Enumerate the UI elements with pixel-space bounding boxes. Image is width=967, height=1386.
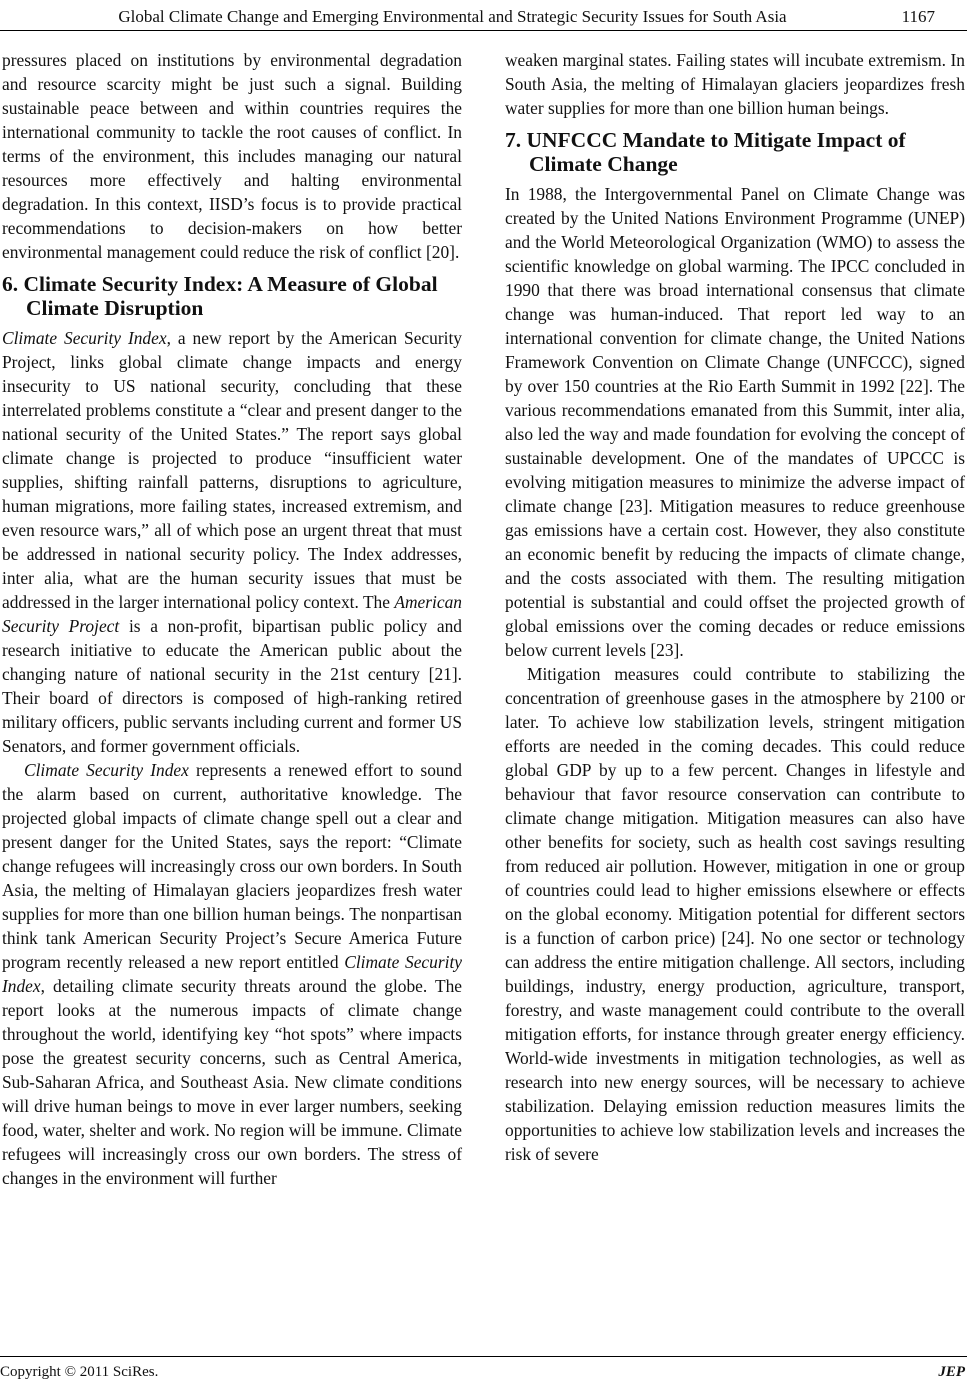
section-6-paragraph-2 [2, 758, 462, 1190]
right-column [505, 48, 965, 1166]
section-7-paragraph-2: Mitigation measures could contribute to stabilizing the concentration of greenhouse gases in the atmosphere by 2100 or later. To achieve low stabilization levels, stringent mitigation efforts are needed in the coming decades. This could reduce global GDP by up to a few percent. Changes in lifestyle and behaviour that favor resource conservation can contribute to climate change mitigation. Mitigation measures can also have other benefits for society, such as health cost savings resulting from reduced air pollution. However, mitigation in one or group of countries could lead to higher emissions elsewhere or effects on the global economy. Mitigation potential for different sectors is a function of carbon price) [24]. No one sector or technology can address the entire mitigation challenge. All sectors, including buildings, industry, energy production, agriculture, transport, forestry, and waste management could contribute to the overall mitigation efforts, for instance through greater energy efficiency. World-wide investments in mitigation technologies, as well as research into new energy sources, will be necessary to achieve stabilization. Delaying emission reduction measures limits the opportunities to achieve low stabilization levels and increases the risk of severe [505, 664, 965, 1164]
copyright-notice: Copyright © 2011 SciRes. [0, 1364, 159, 1380]
footer-rule [0, 1356, 967, 1357]
text-run: , a new report by the American Security Project, links global climate change impacts and energy insecurity to US national security, concluding that these interrelated problems constitute a “clear and present danger to the national security of the United States.” The report says global climate change is projected to produce “insufficient water supplies, shifting rainfall patterns, disruptions to agriculture, human migrations, more failing states, increased extremism, and even resource wars,” all of which pose an urgent threat that must be addressed in national security policy. The Index addresses, inter alia, what are the human security issues that must be addressed in the larger international policy context. The [2, 328, 462, 612]
page-number: 1167 [901, 7, 935, 26]
italic-title: Climate Security Index [2, 952, 462, 996]
text-run: is a non-profit, bipartisan public policy and research initiative to educate the American public about the changing nature of national security in the 21st century [21]. Their board of directors is composed of high-ranking retired military officers, public servants including current and former US Senators, and former government officials. [2, 616, 462, 756]
paragraph-continued: weaken marginal states. Failing states will incubate extremism. In South Asia, the melting of Himalayan glaciers jeopardizes fresh water supplies for more than one billion human beings. [505, 50, 965, 118]
left-column [2, 48, 462, 1190]
running-title: Global Climate Change and Emerging Environmental and Strategic Security Issues for South Asia [118, 7, 787, 26]
section-7-heading: 7. UNFCCC Mandate to Mitigate Impact of Climate Change [505, 128, 906, 176]
section-7-paragraph-1: In 1988, the Intergovernmental Panel on Climate Change was created by the United Nations Environment Programme (UNEP) and the World Meteorological Organization (WMO) to assess the scientific knowledge on global warming. The IPCC concluded in 1990 that there was broad international consensus that climate change was human-induced. That report led way to an international convention for climate change, the United Nations Framework Convention on Climate Change (UNFCCC), signed by over 150 countries at the Rio Earth Summit in 1992 [22]. The various recommendations emanated from this Summit, inter alia, also led the way and made foundation for evolving the concept of sustainable development. One of the mandates of UPCCC is evolving mitigation measures to minimize the adverse impact of climate change [23]. Mitigation measures to reduce greenhouse gas emissions have a certain cost. However, they also constitute an economic benefit by reducing the impacts of climate change, and the costs associated with them. The resulting mitigation potential is substantial and could offset the projected growth of global emissions over the coming decades or reduce emissions below current levels [23]. [505, 184, 965, 660]
section-6-paragraph-1 [2, 326, 462, 758]
italic-title: Climate Security Index [24, 760, 189, 780]
italic-title: Climate Security Index [2, 328, 167, 348]
text-run: represents a renewed effort to sound the alarm based on current, authoritative knowledge. The projected global impacts of climate change spell out a clear and present danger for the United States, says the report: “Climate change refugees will increasingly cross our own borders. In South Asia, the melting of Himalayan glaciers jeopardizes fresh water supplies for more than one billion human beings. The nonpartisan think tank American Security Project’s Secure America Future program recently released a new report entitled [2, 760, 462, 972]
page-header [0, 0, 967, 34]
section-6-heading: 6. Climate Security Index: A Measure of Global Climate Disruption [2, 272, 438, 320]
journal-abbreviation: JEP [938, 1364, 965, 1380]
header-rule [0, 30, 967, 31]
paragraph-intro: pressures placed on institutions by environmental degradation and resource scarcity might be just such a signal. Building sustainable peace between and within countries requires the international community to tackle the root causes of conflict. In terms of the environment, this includes managing our natural resources more effectively and halting environmental degradation. In this context, IISD’s focus is to provide practical recommendations to decision-makers on how better environmental management could reduce the risk of conflict [20]. [2, 50, 462, 262]
italic-org-name: American Security Project [2, 592, 462, 636]
text-run: , detailing climate security threats around the globe. The report looks at the numerous impacts of climate change throughout the world, identifying key “hot spots” where impacts pose the greatest security concerns, such as Central America, Sub-Saharan Africa, and Southeast Asia. New climate conditions will drive human beings to move in ever larger numbers, seeking food, water, shelter and work. No region will be immune. Climate refugees will increasingly cross our own borders. The stress of changes in the environment will further [2, 976, 462, 1188]
